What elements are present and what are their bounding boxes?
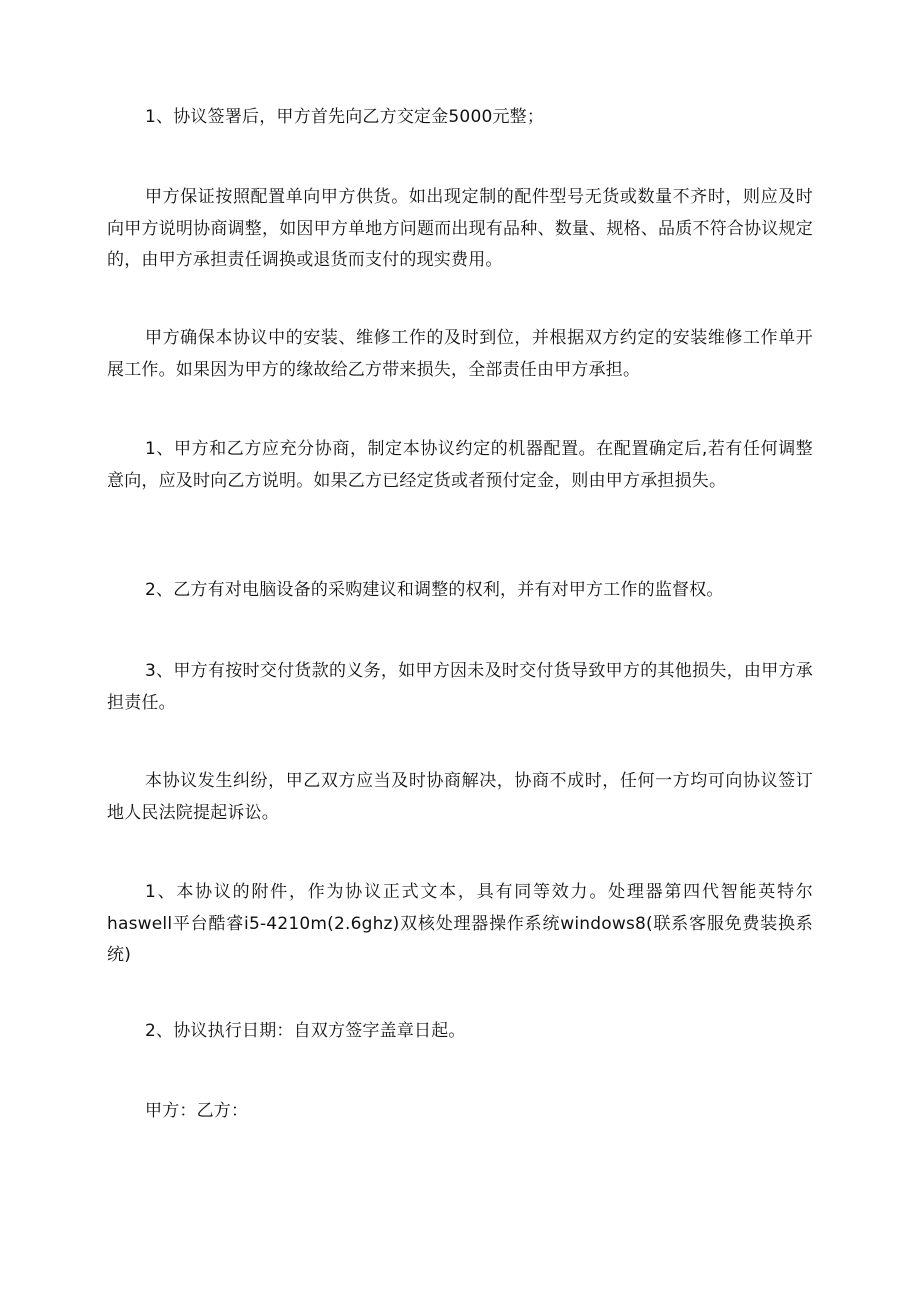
paragraph-supply-guarantee: 甲方保证按照配置单向甲方供货。如出现定制的配件型号无货或数量不齐时，则应及时向甲方说明协商调整，如因甲方单地方问题而出现有品种、数量、规格、品质不符合协议规定的，由甲方承担责任调换或退货而支付的现实费用。 [107, 187, 813, 270]
paragraph-payment-obligation: 3、甲方有按时交付货款的义务，如甲方因未及时交付货导致甲方的其他损失，由甲方承担责任。 [107, 661, 813, 713]
signature-line: 甲方：乙方： [145, 1101, 249, 1121]
paragraph-attachment: 1、本协议的附件，作为协议正式文本，具有同等效力。处理器第四代智能英特尔haswell平台酷睿i5-4210m(2.6ghz)双核处理器操作系统windows8(联系客服免费装换系统) [107, 882, 813, 965]
paragraph-installation-maintenance: 甲方确保本协议中的安装、维修工作的及时到位，并根据双方约定的安装维修工作单开展工作。如果因为甲方的缘故给乙方带来损失，全部责任由甲方承担。 [107, 328, 813, 380]
paragraph-purchase-rights: 2、乙方有对电脑设备的采购建议和调整的权利，并有对甲方工作的监督权。 [145, 580, 724, 600]
paragraph-deposit: 1、协议签署后，甲方首先向乙方交定金5000元整； [145, 107, 545, 127]
paragraph-dispute-resolution: 本协议发生纠纷，甲乙双方应当及时协商解决，协商不成时，任何一方均可向协议签订地人民法院提起诉讼。 [107, 771, 813, 823]
paragraph-execution-date: 2、协议执行日期：自双方签字盖章日起。 [145, 1021, 466, 1041]
paragraph-configuration: 1、甲方和乙方应充分协商，制定本协议约定的机器配置。在配置确定后,若有任何调整意向，应及时向乙方说明。如果乙方已经定货或者预付定金，则由甲方承担损失。 [107, 439, 813, 491]
